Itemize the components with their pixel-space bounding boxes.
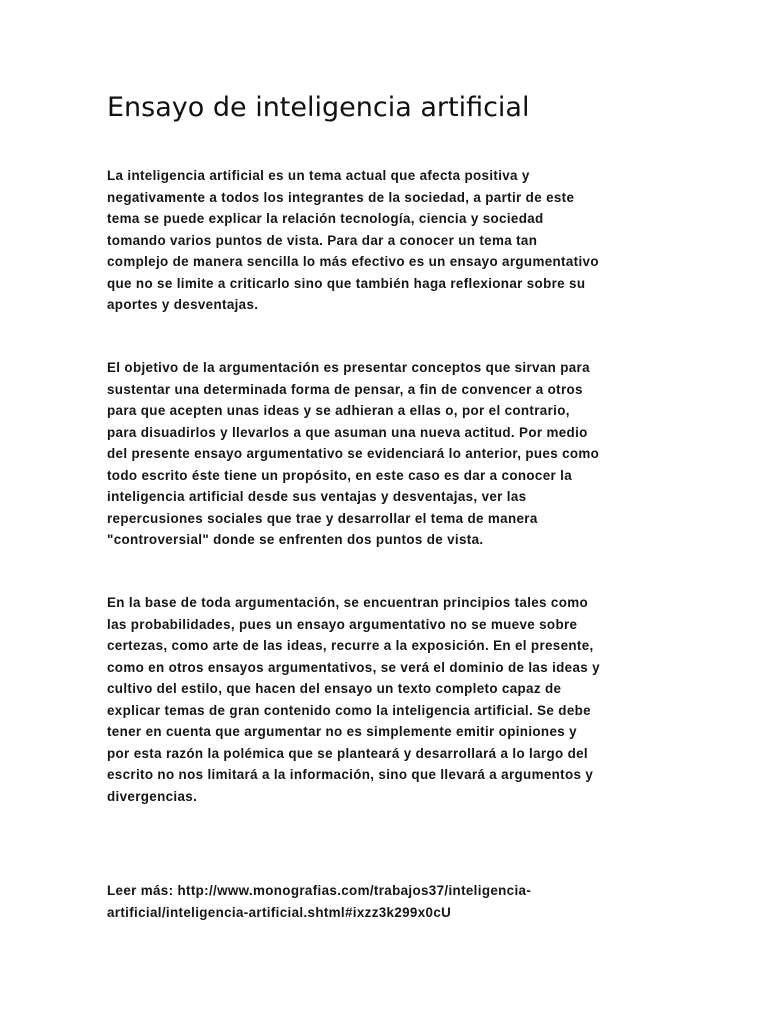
paragraph-argumentation <box>107 592 600 807</box>
paragraph-objective <box>107 357 599 551</box>
text-line: sustentar una determinada forma de pensar, a fin de convencer a otros <box>107 381 583 397</box>
text-line: para que acepten unas ideas y se adhieran a ellas o, por el contrario, <box>107 403 570 418</box>
text-line: artificial/inteligencia-artificial.shtml#ixzz3k299x0cU <box>107 904 452 920</box>
text-line: para disuadirlos y llevarlos a que asuman una nueva actitud. Por medio <box>107 424 588 440</box>
text-line: explicar temas de gran contenido como la inteligencia artificial. Se debe <box>107 702 591 718</box>
text-line: inteligencia artificial desde sus ventajas y desventajas, ver las <box>107 489 527 504</box>
text-line: repercusiones sociales que trae y desarrollar el tema de manera <box>107 510 538 526</box>
text-line: complejo de manera sencilla lo más efectivo es un ensayo argumentativo <box>107 254 599 269</box>
text-line: escrito no nos limitará a la información, sino que llevará a argumentos y <box>107 767 594 782</box>
text-line: La inteligencia artificial es un tema actual que afecta positiva y <box>107 168 530 183</box>
text-line: todo escrito éste tiene un propósito, en este caso es dar a conocer la <box>107 467 573 483</box>
text-line: que no se limite a criticarlo sino que también haga reflexionar sobre su <box>107 275 586 291</box>
text-line: certezas, como arte de las ideas, recurre a la exposición. En el presente, <box>107 638 594 653</box>
text-line: Leer más: http://www.monografias.com/trabajos37/inteligencia- <box>107 883 532 898</box>
text-line: cultivo del estilo, que hacen del ensayo un texto completo capaz de <box>107 681 562 696</box>
source-reference <box>107 880 531 923</box>
text-line: tener en cuenta que argumentar no es simplemente emitir opiniones y <box>107 724 577 739</box>
text-line: "controversial" donde se enfrenten dos puntos de vista. <box>107 532 484 547</box>
text-line: En la base de toda argumentación, se encuentran principios tales como <box>107 595 589 610</box>
text-line: por esta razón la polémica que se planteará y desarrollará a lo largo del <box>107 745 589 761</box>
text-line: El objetivo de la argumentación es presentar conceptos que sirvan para <box>107 360 590 375</box>
text-line: las probabilidades, pues un ensayo argumentativo no se mueve sobre <box>107 616 578 632</box>
text-line: negativamente a todos los integrantes de la sociedad, a partir de este <box>107 189 575 205</box>
document-title: Ensayo de inteligencia artificial <box>107 92 530 123</box>
text-line: aportes y desventajas. <box>107 297 259 312</box>
text-line: del presente ensayo argumentativo se evidenciará lo anterior, pues como <box>107 446 600 461</box>
text-line: divergencias. <box>107 788 198 804</box>
paragraph-intro <box>107 165 599 316</box>
text-line: tema se puede explicar la relación tecnología, ciencia y sociedad <box>107 211 544 226</box>
text-line: como en otros ensayos argumentativos, se verá el dominio de las ideas y <box>107 659 600 675</box>
text-line: tomando varios puntos de vista. Para dar a conocer un tema tan <box>107 232 538 248</box>
